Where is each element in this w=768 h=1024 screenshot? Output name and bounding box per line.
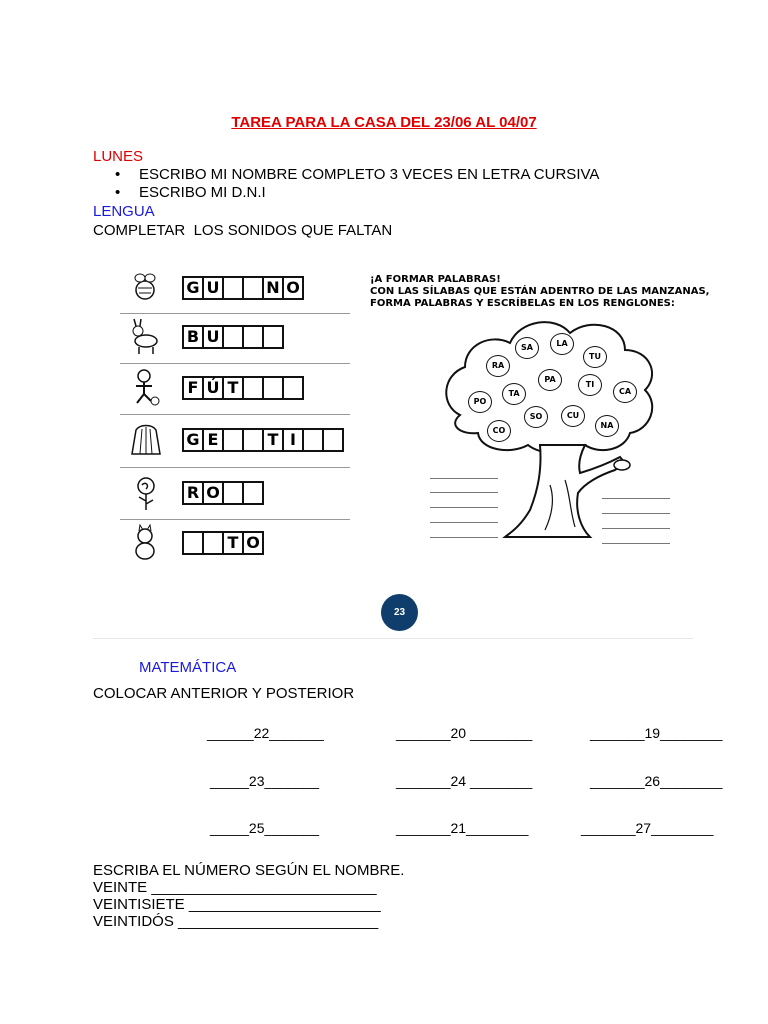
letter-box[interactable]: U xyxy=(202,325,224,349)
number-blank: _____25_______ xyxy=(210,820,320,836)
number-blank: _______26________ xyxy=(590,773,723,789)
bullet-dot-icon: • xyxy=(115,184,121,201)
writing-line xyxy=(430,507,498,508)
letter-box[interactable]: G xyxy=(182,276,204,300)
row-divider xyxy=(120,414,350,415)
bullet-item: ESCRIBO MI NOMBRE COMPLETO 3 VECES EN LETRA CURSIVA xyxy=(139,166,600,183)
row-divider xyxy=(120,467,350,468)
letter-box[interactable]: I xyxy=(282,428,304,452)
letter-box[interactable] xyxy=(242,276,264,300)
syllable-apple: LA xyxy=(550,333,574,355)
number-blank: _______24 ________ xyxy=(396,773,533,789)
syllable-apple: SA xyxy=(515,337,539,359)
letter-box-row xyxy=(182,276,304,300)
letter-box[interactable]: F xyxy=(182,376,204,400)
donkey-icon xyxy=(128,317,162,355)
letter-box-row xyxy=(182,325,284,349)
writing-line xyxy=(602,498,670,499)
number-blank: _____23_______ xyxy=(210,773,320,789)
writing-line xyxy=(430,537,498,538)
syllable-apple: NA xyxy=(595,415,619,437)
syllable-apple: CO xyxy=(487,420,511,442)
letter-box[interactable]: B xyxy=(182,325,204,349)
letter-box[interactable] xyxy=(282,376,304,400)
matematica-instruction: COLOCAR ANTERIOR Y POSTERIOR xyxy=(93,685,355,702)
gelatin-icon xyxy=(128,420,162,458)
page-number-badge: 23 xyxy=(381,594,418,631)
lengua-heading: LENGUA xyxy=(93,203,155,220)
syllable-apple: PA xyxy=(538,369,562,391)
syllable-apple: TI xyxy=(578,374,602,396)
letter-box[interactable] xyxy=(322,428,344,452)
letter-box[interactable]: T xyxy=(222,531,244,555)
letter-box[interactable] xyxy=(262,376,284,400)
tree-heading-2: CON LAS SÍLABAS QUE ESTÁN ADENTRO DE LAS MANZANAS, xyxy=(370,286,710,297)
letter-box[interactable] xyxy=(222,428,244,452)
bee-icon xyxy=(128,268,162,306)
lengua-instruction: COMPLETAR LOS SONIDOS QUE FALTAN xyxy=(93,222,393,239)
letter-box-row xyxy=(182,428,344,452)
writing-line xyxy=(430,478,498,479)
kitten-icon xyxy=(128,523,162,561)
number-blank: _______27________ xyxy=(581,820,714,836)
soccer-player-icon xyxy=(128,368,162,406)
letter-box[interactable] xyxy=(242,376,264,400)
letter-box[interactable] xyxy=(242,428,264,452)
letter-box[interactable]: G xyxy=(182,428,204,452)
letter-box[interactable] xyxy=(242,481,264,505)
row-divider xyxy=(120,519,350,520)
tree-heading-1: ¡A FORMAR PALABRAS! xyxy=(370,274,501,285)
letter-box[interactable] xyxy=(242,325,264,349)
number-word-item: VEINTIDÓS ________________________ xyxy=(93,913,379,930)
writing-line xyxy=(602,513,670,514)
letter-box-row xyxy=(182,481,264,505)
writing-line xyxy=(430,522,498,523)
row-divider xyxy=(120,313,350,314)
letter-box[interactable] xyxy=(222,325,244,349)
letter-box[interactable]: U xyxy=(202,276,224,300)
tree-heading-3: FORMA PALABRAS Y ESCRÍBELAS EN LOS RENGLONES: xyxy=(370,298,675,309)
letter-box[interactable] xyxy=(202,531,224,555)
letter-box[interactable]: E xyxy=(202,428,224,452)
letter-box[interactable] xyxy=(302,428,324,452)
letter-box[interactable]: O xyxy=(282,276,304,300)
rose-icon xyxy=(128,473,162,511)
letter-box[interactable]: Ú xyxy=(202,376,224,400)
letter-box[interactable]: T xyxy=(222,376,244,400)
writing-line xyxy=(430,492,498,493)
divider xyxy=(93,638,693,639)
write-number-instruction: ESCRIBA EL NÚMERO SEGÚN EL NOMBRE. xyxy=(93,862,405,879)
number-blank: _______20 ________ xyxy=(396,725,533,741)
number-blank: _______19________ xyxy=(590,725,723,741)
matematica-heading: MATEMÁTICA xyxy=(139,659,237,676)
writing-line xyxy=(602,528,670,529)
syllable-apple: RA xyxy=(486,355,510,377)
syllable-apple: CU xyxy=(561,405,585,427)
letter-box[interactable] xyxy=(222,481,244,505)
syllable-apple: TU xyxy=(583,346,607,368)
syllable-apple: SO xyxy=(524,406,548,428)
number-blank: ______22_______ xyxy=(207,725,324,741)
number-blank: _______21________ xyxy=(396,820,529,836)
number-word-item: VEINTISIETE _______________________ xyxy=(93,896,381,913)
letter-box[interactable]: O xyxy=(242,531,264,555)
bullet-item: ESCRIBO MI D.N.I xyxy=(139,184,266,201)
number-word-item: VEINTE ___________________________ xyxy=(93,879,377,896)
day-heading: LUNES xyxy=(93,148,144,165)
writing-line xyxy=(602,543,670,544)
letter-box[interactable]: T xyxy=(262,428,284,452)
letter-box[interactable]: R xyxy=(182,481,204,505)
bullet-dot-icon: • xyxy=(115,166,121,183)
letter-box[interactable] xyxy=(262,325,284,349)
letter-box[interactable]: O xyxy=(202,481,224,505)
syllable-apple: PO xyxy=(468,391,492,413)
letter-box-row xyxy=(182,376,304,400)
syllable-apple: CA xyxy=(613,381,637,403)
row-divider xyxy=(120,363,350,364)
letter-box[interactable]: N xyxy=(262,276,284,300)
page-title: TAREA PARA LA CASA DEL 23/06 AL 04/07 xyxy=(231,114,537,131)
letter-box[interactable] xyxy=(182,531,204,555)
letter-box[interactable] xyxy=(222,276,244,300)
syllable-apple: TA xyxy=(502,383,526,405)
letter-box-row xyxy=(182,531,264,555)
